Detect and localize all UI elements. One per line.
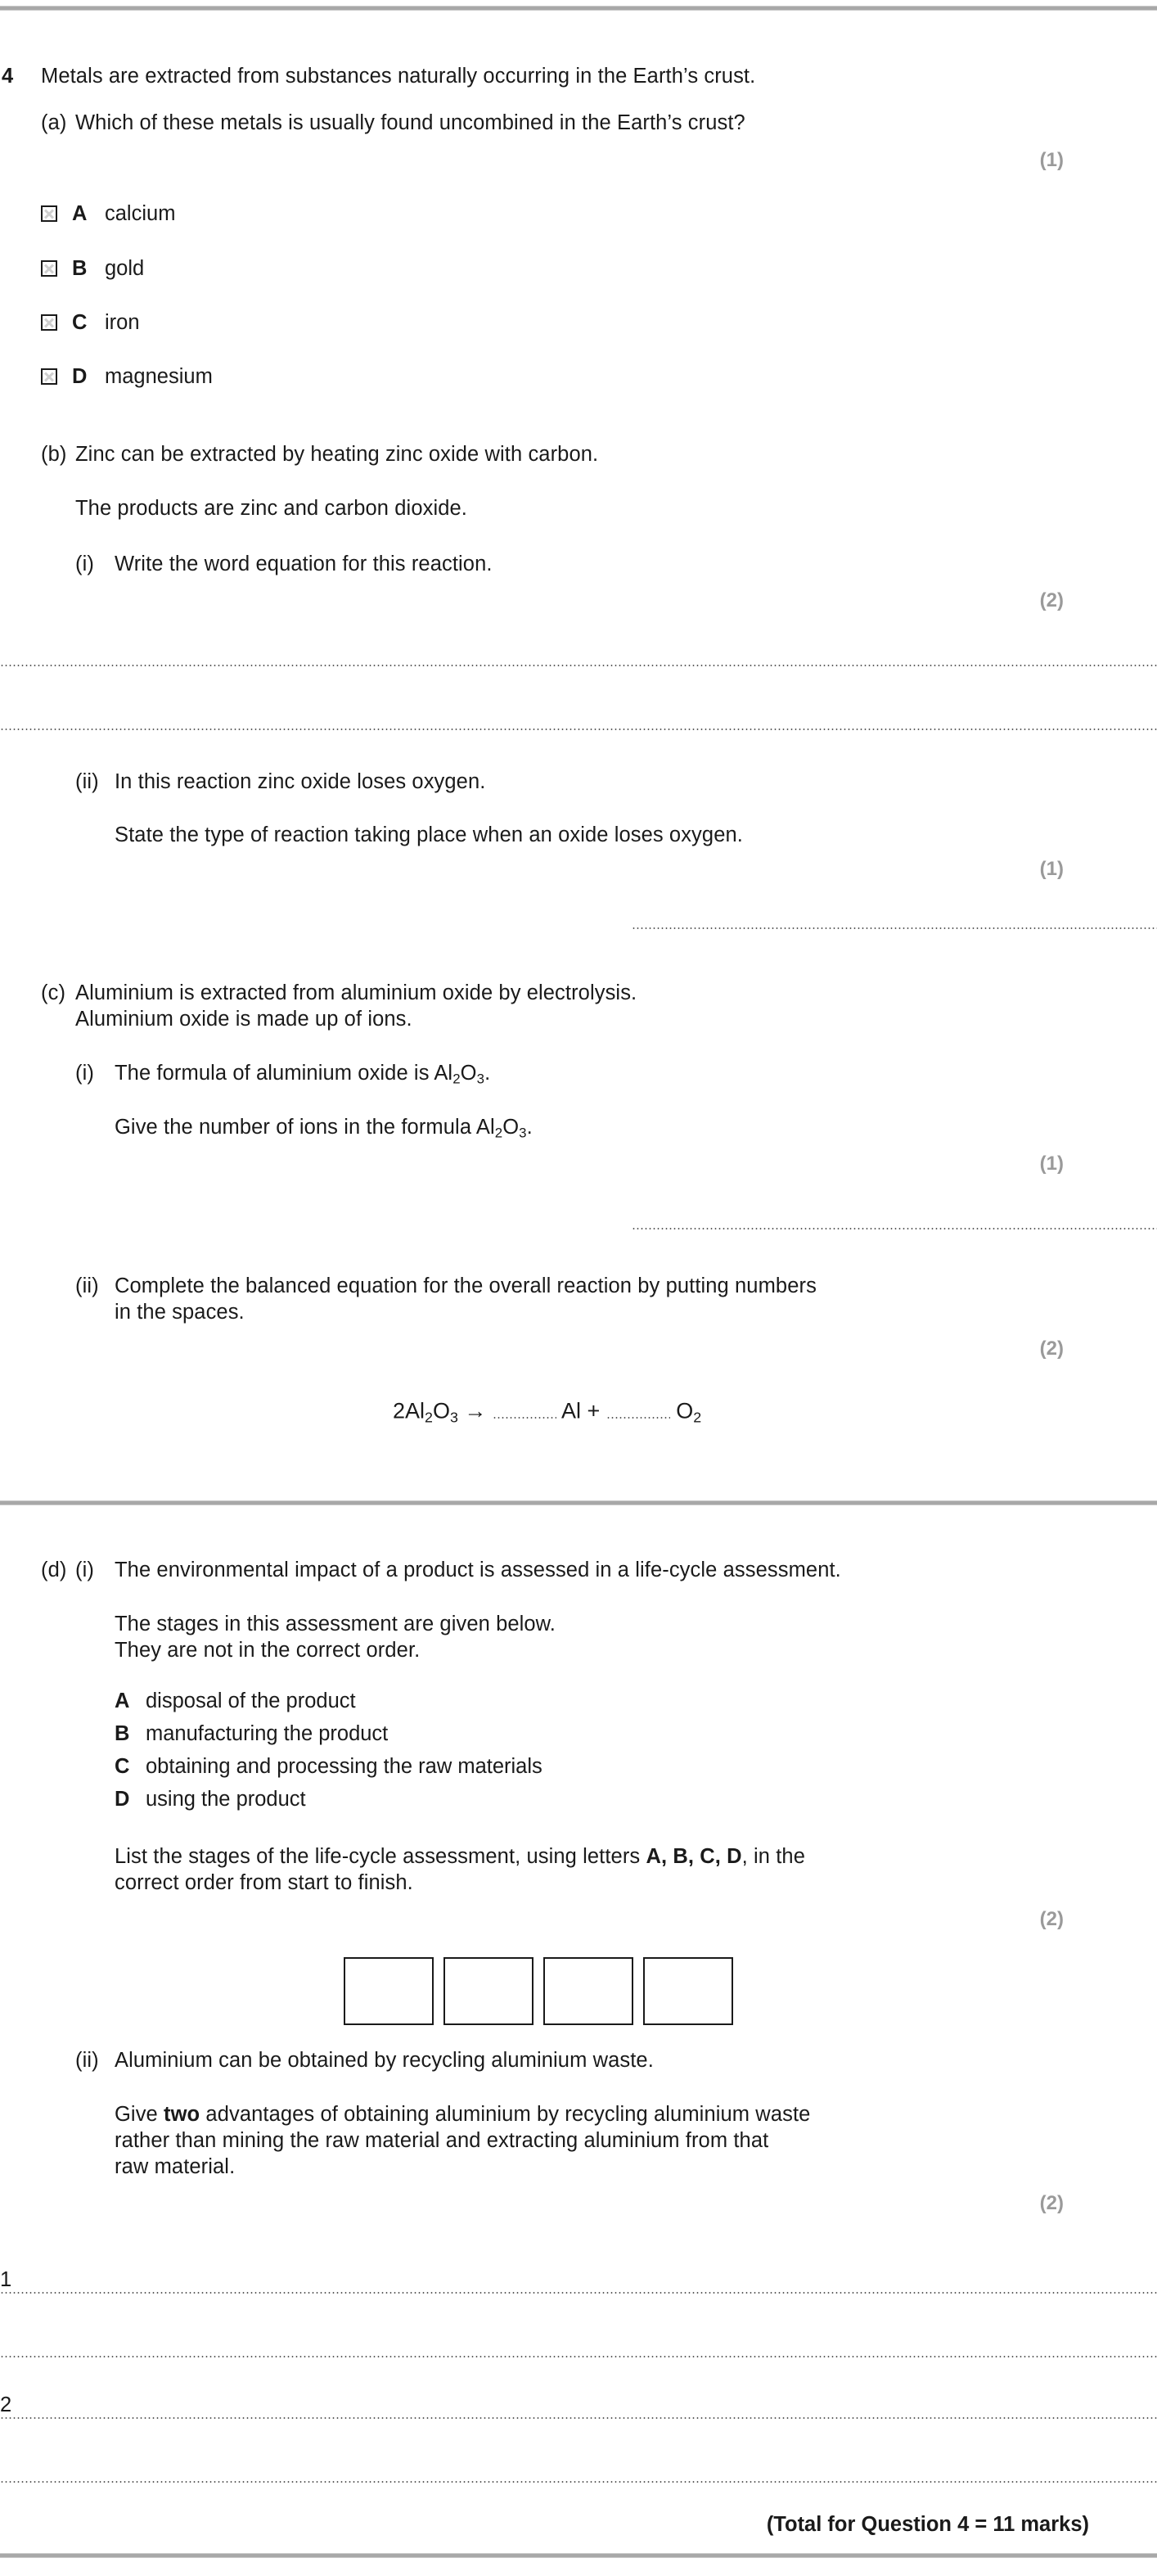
question-stem: Metals are extracted from substances naturally occurring in the Earth’s crust. [41, 65, 756, 88]
answer-line-d-ii-4[interactable] [0, 2481, 1157, 2483]
part-d-ii-text-3: rather than mining the raw material and extracting aluminium from that [115, 2129, 769, 2152]
part-c-i-text-2 [115, 1113, 533, 1148]
mc-text-c: iron [105, 310, 140, 334]
part-c-i-sub2: 3 [476, 1071, 485, 1087]
mc-letter-a: A [72, 201, 88, 225]
answer-line-d-ii-3[interactable] [0, 2417, 1157, 2419]
equation-lhs-sub1: 2 [425, 1409, 433, 1426]
ordering-box-2[interactable] [443, 1957, 533, 2025]
part-d-i-text-2: The stages in this assessment are given below. [115, 1613, 556, 1635]
answer-number-1: 1 [0, 2268, 12, 2291]
part-d-i-marks: (2) [1039, 1908, 1064, 1930]
stage-letter-c: C [115, 1755, 130, 1778]
part-d-i-instruction-line-2: correct order from start to finish. [115, 1871, 413, 1894]
part-a-text: Which of these metals is usually found uncombined in the Earth’s crust? [75, 111, 745, 134]
stage-text-c: obtaining and processing the raw materials [146, 1755, 542, 1778]
checkbox-b[interactable] [41, 260, 57, 277]
equation-blank-2[interactable] [606, 1397, 670, 1419]
part-c-i-post: . [484, 1062, 491, 1085]
ordering-answer-boxes [344, 1957, 733, 2025]
mc-option-b[interactable] [41, 255, 144, 282]
part-c-text-2: Aluminium oxide is made up of ions. [75, 1008, 412, 1031]
part-c-i-text2-mid: O [502, 1116, 520, 1139]
part-c-ii-marks: (2) [1039, 1338, 1064, 1360]
checkbox-d[interactable] [41, 368, 57, 385]
page-rule-middle [0, 1500, 1157, 1505]
part-d-i-instruction-post: , in the [741, 1845, 805, 1868]
stage-option-b [115, 1721, 388, 1746]
part-b-text: Zinc can be extracted by heating zinc oxide with carbon. [75, 443, 599, 466]
stage-text-b: manufacturing the product [146, 1722, 389, 1745]
equation-lhs-sub2: 3 [449, 1409, 458, 1426]
part-c-i-text2-sub2: 3 [519, 1125, 527, 1141]
mc-letter-d: D [72, 364, 88, 388]
ordering-box-1[interactable] [344, 1957, 434, 2025]
part-d-ii-text2-pre: Give [115, 2103, 164, 2126]
part-b-ii-text: In this reaction zinc oxide loses oxygen. [115, 770, 486, 793]
mc-option-c[interactable] [41, 309, 140, 336]
part-c-ii-text-2: in the spaces. [115, 1301, 245, 1324]
equation-product-2: O [676, 1398, 694, 1423]
part-c-i-text2-post: . [526, 1116, 533, 1139]
part-c-marker: (c) [41, 981, 66, 1004]
part-c-i-marker: (i) [75, 1062, 94, 1085]
equation-blank-1[interactable] [493, 1397, 556, 1419]
part-c-i-text2-sub1: 2 [494, 1125, 503, 1141]
part-d-ii-text-2 [115, 2100, 810, 2128]
mc-letter-b: B [72, 256, 88, 280]
balanced-equation [393, 1397, 701, 1427]
part-d-ii-marks: (2) [1039, 2192, 1064, 2214]
part-b-ii-marks: (1) [1039, 858, 1064, 880]
part-b-ii-text-2: State the type of reaction taking place when an oxide loses oxygen. [115, 823, 743, 846]
part-d-i-instruction-letters: A, B, C, D [646, 1845, 742, 1868]
stage-option-d [115, 1787, 306, 1811]
stage-option-c [115, 1754, 542, 1779]
part-b-marker: (b) [41, 443, 67, 466]
part-d-ii-text-4: raw material. [115, 2155, 236, 2178]
stage-letter-d: D [115, 1788, 130, 1811]
part-b-ii-marker: (ii) [75, 770, 99, 793]
part-c-ii-text: Complete the balanced equation for the overall reaction by putting numbers [115, 1274, 817, 1297]
checkbox-c[interactable] [41, 314, 57, 331]
answer-line-d-ii-1[interactable] [0, 2292, 1157, 2294]
part-d-ii-marker: (ii) [75, 2049, 99, 2072]
mc-option-d[interactable] [41, 363, 213, 390]
equation-product-2-sub: 2 [693, 1409, 702, 1426]
part-a-marker: (a) [41, 111, 67, 134]
part-c-i-text-pre: The formula of aluminium oxide is Al [115, 1062, 453, 1085]
answer-line-b-i-1[interactable] [0, 665, 1157, 666]
checkbox-a[interactable] [41, 205, 57, 222]
part-b-text-2: The products are zinc and carbon dioxide. [75, 497, 467, 520]
part-d-marker: (d) [41, 1559, 67, 1581]
page-rule-bottom [0, 2553, 1157, 2558]
page-rule-top [0, 6, 1157, 11]
part-c-i-marks: (1) [1039, 1153, 1064, 1175]
question-total: (Total for Question 4 = 11 marks) [766, 2513, 1089, 2536]
part-c-i-text [115, 1059, 490, 1094]
ordering-box-4[interactable] [643, 1957, 733, 2025]
stage-option-a [115, 1689, 356, 1713]
part-b-i-marks: (2) [1039, 589, 1064, 611]
part-d-i-instruction-line-1 [115, 1843, 805, 1870]
part-d-ii-text2-bold: two [164, 2103, 200, 2126]
stage-letter-a: A [115, 1690, 130, 1712]
part-a-marks: (1) [1039, 149, 1064, 171]
mc-text-b: gold [105, 256, 145, 280]
stage-text-d: using the product [146, 1788, 306, 1811]
part-b-i-text: Write the word equation for this reaction. [115, 553, 493, 575]
part-d-ii-text2-post: advantages of obtaining aluminium by recycling aluminium waste [200, 2103, 811, 2126]
mc-option-a[interactable] [41, 201, 175, 227]
part-c-i-sub1: 2 [452, 1071, 461, 1087]
question-number: 4 [2, 65, 14, 88]
part-d-i-marker: (i) [75, 1559, 94, 1581]
part-b-i-marker: (i) [75, 553, 94, 575]
equation-lhs-coeff: 2Al [393, 1398, 425, 1423]
part-d-ii-text: Aluminium can be obtained by recycling aluminium waste. [115, 2049, 654, 2072]
stage-text-a: disposal of the product [146, 1690, 356, 1712]
answer-number-2: 2 [0, 2393, 12, 2416]
answer-line-b-i-2[interactable] [0, 729, 1157, 730]
part-c-ii-marker: (ii) [75, 1274, 99, 1297]
equation-lhs-mid: O [432, 1398, 450, 1423]
answer-line-c-i[interactable] [632, 1228, 1157, 1229]
part-d-i-text-3: They are not in the correct order. [115, 1639, 421, 1662]
mc-text-a: calcium [105, 201, 176, 225]
answer-line-b-ii[interactable] [632, 927, 1157, 929]
mc-text-d: magnesium [105, 364, 213, 388]
equation-plus: + [587, 1398, 601, 1423]
stage-letter-b: B [115, 1722, 130, 1745]
part-c-i-text2-pre: Give the number of ions in the formula Al [115, 1116, 495, 1139]
part-c-i-mid: O [460, 1062, 477, 1085]
answer-line-d-ii-2[interactable] [0, 2356, 1157, 2357]
part-d-i-text: The environmental impact of a product is assessed in a life-cycle assessment. [115, 1559, 841, 1581]
part-d-i-instruction-pre: List the stages of the life-cycle assessment, using letters [115, 1845, 646, 1868]
equation-product-1: Al [560, 1398, 581, 1423]
ordering-box-3[interactable] [543, 1957, 633, 2025]
part-c-text: Aluminium is extracted from aluminium oxide by electrolysis. [75, 981, 637, 1004]
equation-arrow-icon: → [464, 1398, 487, 1423]
mc-letter-c: C [72, 310, 88, 334]
